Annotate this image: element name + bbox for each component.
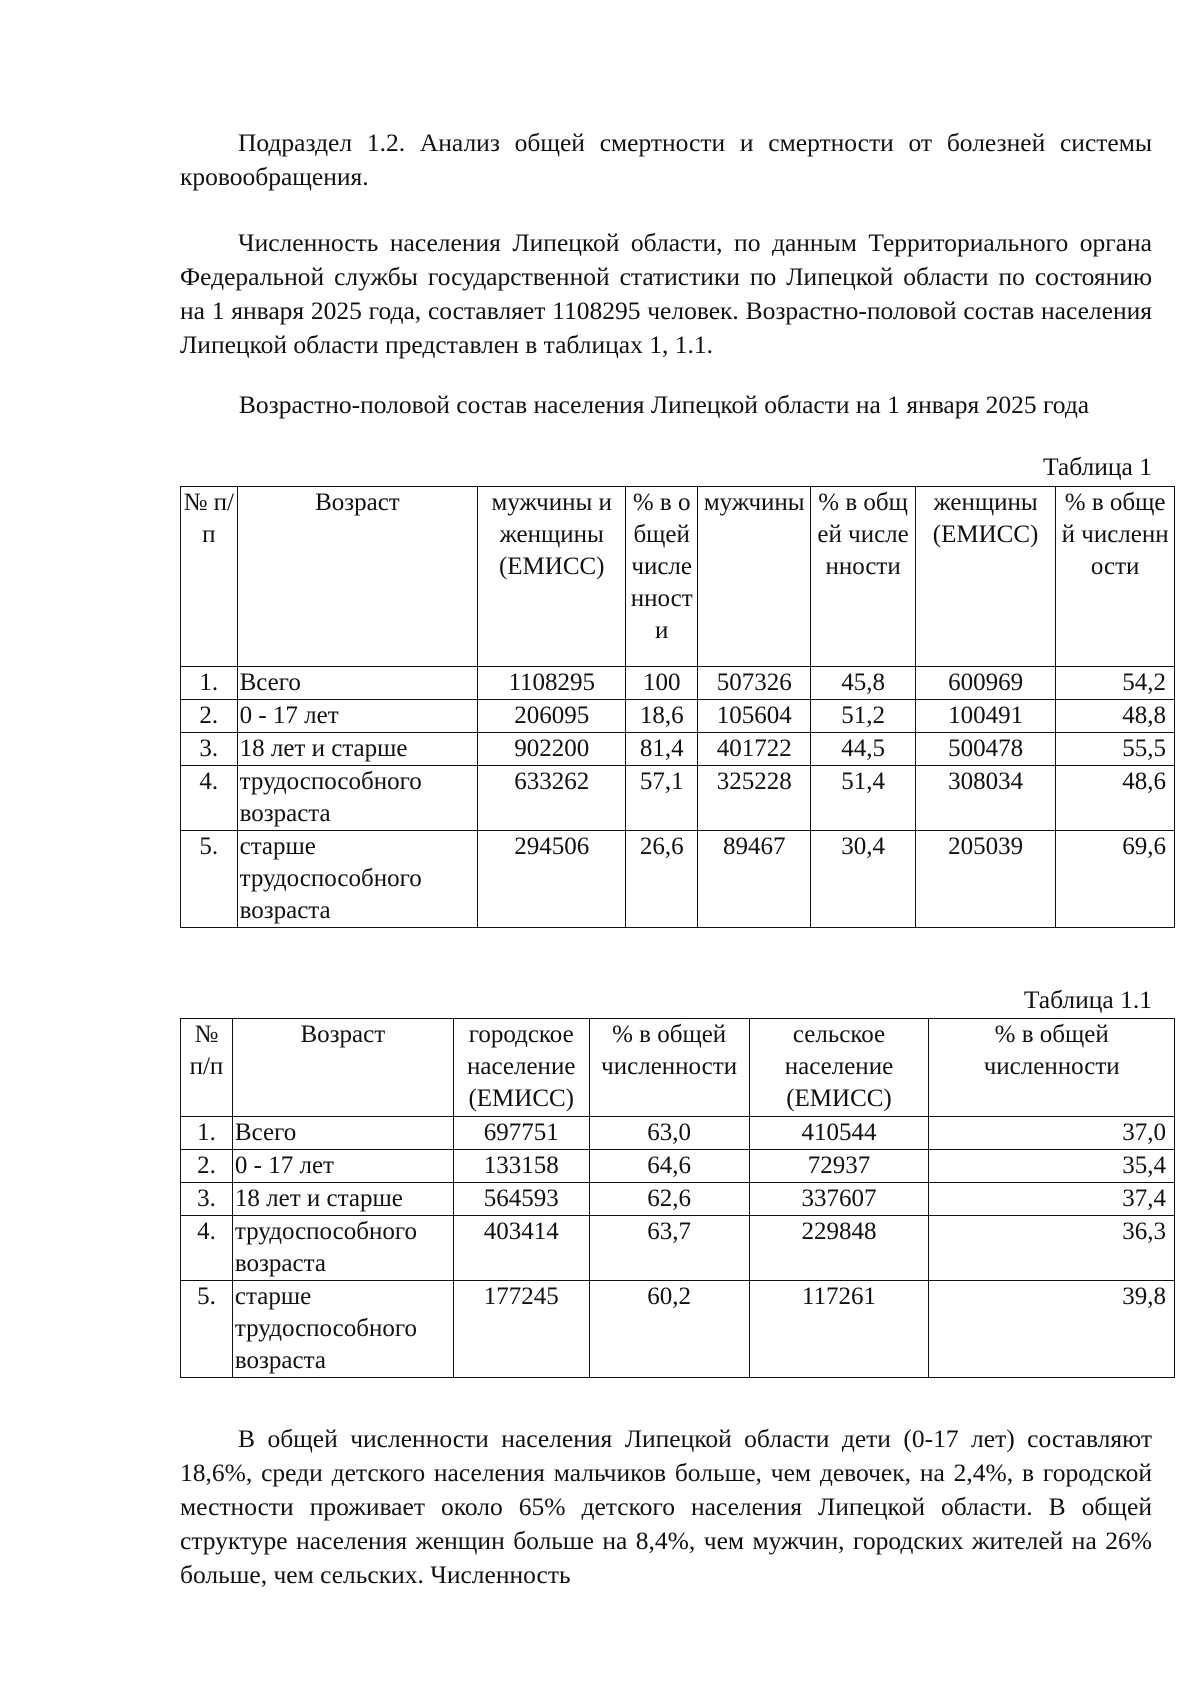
table2-header-rural-pct: % в общей численности	[929, 1019, 1175, 1117]
row-number: 2.	[181, 1150, 233, 1183]
table2-header-rural: сельское население (ЕМИСС)	[749, 1019, 929, 1117]
row-rural-pct: 36,3	[929, 1216, 1175, 1281]
table-row	[181, 831, 1175, 928]
row-number: 3.	[181, 1183, 233, 1216]
subsection-heading	[180, 126, 1152, 194]
row-urban-pct: 63,0	[589, 1117, 749, 1150]
table1	[180, 486, 1175, 928]
row-age: старше трудоспособного возраста	[237, 831, 478, 928]
table-row	[181, 733, 1175, 766]
row-women: 205039	[915, 831, 1055, 928]
row-urban-pct: 63,7	[589, 1216, 749, 1281]
table2-label: Таблица 1.1	[1023, 985, 1152, 1014]
table1-header-num: № п/п	[181, 487, 238, 667]
row-rural-pct: 37,4	[929, 1183, 1175, 1216]
table2	[180, 1018, 1175, 1378]
row-men: 325228	[698, 766, 811, 831]
table2-header-urban-pct: % в общей численности	[589, 1019, 749, 1117]
table-row	[181, 1150, 1175, 1183]
row-rural: 72937	[749, 1150, 929, 1183]
table-row	[181, 667, 1175, 700]
row-men-pct: 51,2	[811, 700, 916, 733]
table-row	[181, 1216, 1175, 1281]
row-age: трудоспособного возраста	[232, 1216, 453, 1281]
table1-header-total-pct: % в общей численности	[626, 487, 698, 667]
row-rural: 117261	[749, 1281, 929, 1378]
row-age: 0 - 17 лет	[237, 700, 478, 733]
row-total-pct: 100	[626, 667, 698, 700]
row-urban: 403414	[453, 1216, 589, 1281]
row-men-pct: 30,4	[811, 831, 916, 928]
table1-header-row	[181, 487, 1175, 667]
row-age: Всего	[237, 667, 478, 700]
table1-header-women-pct: % в общей численности	[1056, 487, 1175, 667]
row-age: 0 - 17 лет	[232, 1150, 453, 1183]
table2-header-row	[181, 1019, 1175, 1117]
row-number: 2.	[181, 700, 238, 733]
table-row	[181, 766, 1175, 831]
row-women-pct: 69,6	[1056, 831, 1175, 928]
row-total: 1108295	[478, 667, 626, 700]
row-women-pct: 55,5	[1056, 733, 1175, 766]
row-men-pct: 44,5	[811, 733, 916, 766]
row-number: 5.	[181, 831, 238, 928]
row-rural-pct: 35,4	[929, 1150, 1175, 1183]
table-row	[181, 1117, 1175, 1150]
table-row	[181, 1281, 1175, 1378]
conclusion-text: В общей численности населения Липецкой области дети (0-17 лет) составляют 18,6%, среди детского населения мальчиков больше, чем девочек, на 2,4%, в городской местности проживает около 65% детского населения Липецкой области. В общей структуре населения женщин больше на 8,4%, чем мужчин, городских жителей на 26% больше, чем сельских. Численность	[180, 1424, 1152, 1589]
table2-header-urban: городское население (ЕМИСС)	[453, 1019, 589, 1117]
row-rural: 337607	[749, 1183, 929, 1216]
row-men: 105604	[698, 700, 811, 733]
row-number: 4.	[181, 766, 238, 831]
table1-header-age: Возраст	[237, 487, 478, 667]
row-urban-pct: 64,6	[589, 1150, 749, 1183]
row-age: Всего	[232, 1117, 453, 1150]
row-urban-pct: 60,2	[589, 1281, 749, 1378]
table-caption: Возрастно-половой состав населения Липецкой области на 1 января 2025 года	[238, 390, 1090, 419]
row-number: 1.	[181, 1117, 233, 1150]
row-urban: 564593	[453, 1183, 589, 1216]
row-total-pct: 26,6	[626, 831, 698, 928]
row-number: 3.	[181, 733, 238, 766]
table-row	[181, 1183, 1175, 1216]
row-total-pct: 57,1	[626, 766, 698, 831]
row-number: 5.	[181, 1281, 233, 1378]
row-age: 18 лет и старше	[237, 733, 478, 766]
row-total-pct: 18,6	[626, 700, 698, 733]
row-total: 206095	[478, 700, 626, 733]
row-men-pct: 51,4	[811, 766, 916, 831]
row-women-pct: 48,8	[1056, 700, 1175, 733]
row-rural-pct: 39,8	[929, 1281, 1175, 1378]
row-men: 507326	[698, 667, 811, 700]
row-rural: 229848	[749, 1216, 929, 1281]
table1-header-total: мужчины и женщины (ЕМИСС)	[478, 487, 626, 667]
subsection-text: Подраздел 1.2. Анализ общей смертности и смертности от болезней системы кровообращения.	[180, 128, 1152, 191]
table-row	[181, 700, 1175, 733]
population-paragraph	[180, 226, 1152, 362]
row-urban: 177245	[453, 1281, 589, 1378]
table1-label: Таблица 1	[1042, 452, 1152, 481]
row-men-pct: 45,8	[811, 667, 916, 700]
row-men: 401722	[698, 733, 811, 766]
row-women: 600969	[915, 667, 1055, 700]
table1-header-men: мужчины	[698, 487, 811, 667]
table1-header-men-pct: % в общей численности	[811, 487, 916, 667]
row-number: 4.	[181, 1216, 233, 1281]
conclusion-paragraph	[180, 1422, 1152, 1652]
row-total-pct: 81,4	[626, 733, 698, 766]
row-women: 100491	[915, 700, 1055, 733]
table1-header-women: женщины (ЕМИСС)	[915, 487, 1055, 667]
row-age: 18 лет и старше	[232, 1183, 453, 1216]
row-number: 1.	[181, 667, 238, 700]
row-urban: 133158	[453, 1150, 589, 1183]
population-text: Численность населения Липецкой области, по данным Территориального органа Федеральной службы государственной статистики по Липецкой области по состоянию на 1 января 2025 года, составляет 1108295 человек. Возрастно-половой состав населения Липецкой области представлен в таблицах 1, 1.1.	[180, 228, 1152, 359]
row-total: 633262	[478, 766, 626, 831]
table2-header-age: Возраст	[232, 1019, 453, 1117]
row-urban: 697751	[453, 1117, 589, 1150]
row-men: 89467	[698, 831, 811, 928]
row-urban-pct: 62,6	[589, 1183, 749, 1216]
row-rural-pct: 37,0	[929, 1117, 1175, 1150]
row-total: 294506	[478, 831, 626, 928]
row-age: старше трудоспособного возраста	[232, 1281, 453, 1378]
row-women: 308034	[915, 766, 1055, 831]
row-women-pct: 54,2	[1056, 667, 1175, 700]
table2-header-num: № п/п	[181, 1019, 233, 1117]
row-total: 902200	[478, 733, 626, 766]
row-rural: 410544	[749, 1117, 929, 1150]
row-women-pct: 48,6	[1056, 766, 1175, 831]
row-women: 500478	[915, 733, 1055, 766]
row-age: трудоспособного возраста	[237, 766, 478, 831]
